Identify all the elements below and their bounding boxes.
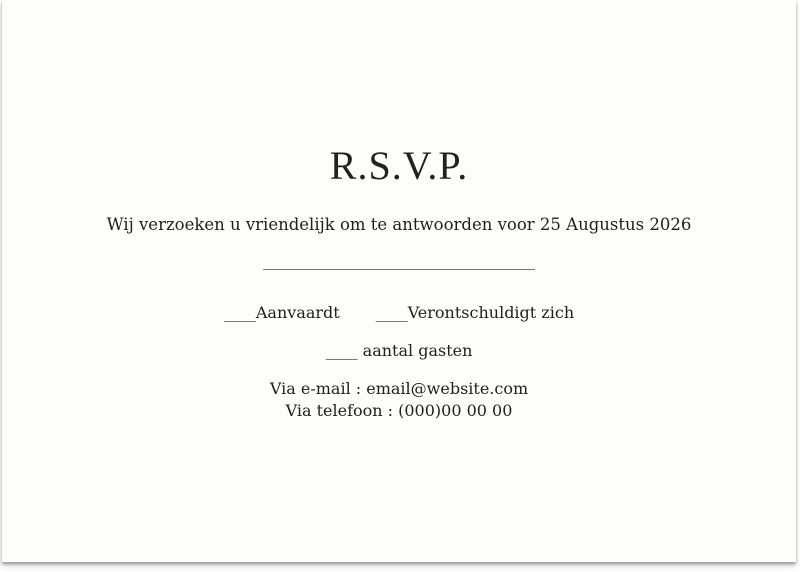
email-contact: Via e-mail : email@website.com [269,379,529,398]
rsvp-card [2,0,796,562]
guest-count-line: ____ aantal gasten [325,341,473,360]
rsvp-title: R.S.V.P. [329,143,469,188]
response-options [2,302,796,324]
response-request-text: Wij verzoeken u vriendelijk om te antwoorden voor 25 Augustus 2026 [106,215,692,234]
phone-contact: Via telefoon : (000)00 00 00 [285,401,513,420]
decline-option: ____Verontschuldigt zich [375,303,575,322]
name-line: __________________________________ [263,251,535,270]
accept-option: ____Aanvaardt [223,303,340,322]
